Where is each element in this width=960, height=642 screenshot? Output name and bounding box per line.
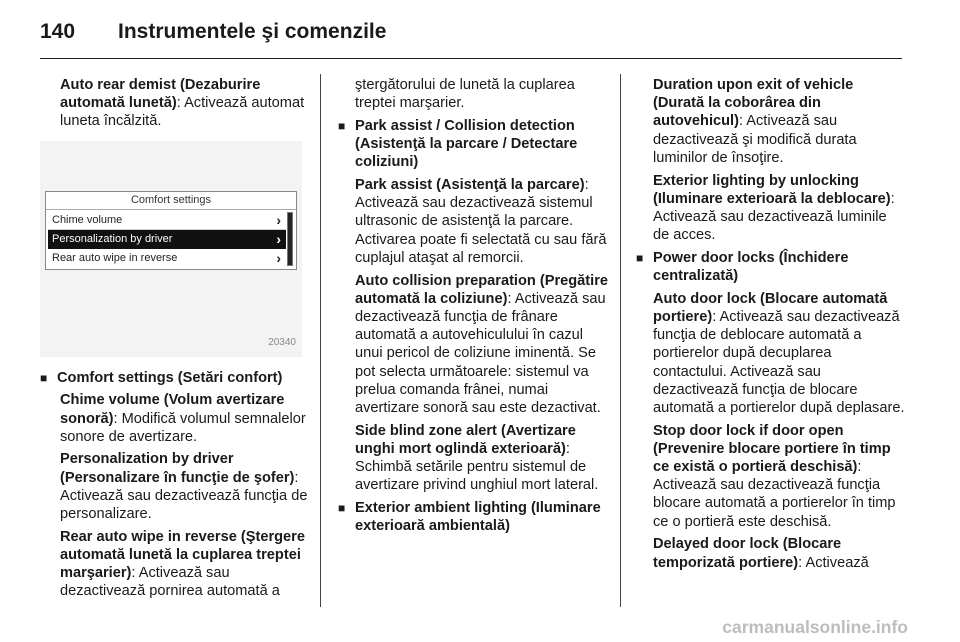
bullet-title: Comfort settings (Setări confort) (57, 369, 283, 386)
screen-title: Comfort settings (46, 192, 296, 210)
menu-row-label: Rear auto wipe in reverse (52, 251, 178, 264)
chevron-right-icon: › (276, 249, 281, 266)
item-paragraph (338, 272, 608, 418)
item-title: Personalization by driver (Personalizare în funcţie de şofer) (60, 451, 295, 486)
item-paragraph (636, 172, 906, 245)
item-title: Duration upon exit of vehicle (Durată la coborârea din autovehicul) (653, 77, 854, 130)
page-header (40, 20, 386, 48)
bullet-square-icon: ■ (338, 500, 346, 515)
display-screen (45, 191, 297, 270)
bullet-title: Park assist / Collision detection (Asistenţă la parcare / Detectare coliziuni) (355, 117, 578, 171)
header-rule (40, 58, 902, 59)
item-text: : Schimbă setările pentru sistemul de avertizare privind unghiul mort lateral. (355, 440, 599, 494)
column-divider-1 (320, 74, 321, 607)
figure-number: 20340 (268, 337, 296, 349)
item-title: Auto collision preparation (Pregătire automată la coliziune) (355, 272, 608, 307)
item-paragraph (338, 422, 608, 495)
item-title: Side blind zone alert (Avertizare unghi mort oglindă exterioară) (355, 422, 576, 457)
page-number: 140 (40, 20, 76, 43)
bullet-comfort-settings (40, 369, 314, 387)
bullet-park-assist (338, 117, 608, 172)
item-title: Rear auto wipe in reverse (Ştergere automată lunetă la cuplarea treptei marşarier) (60, 528, 305, 582)
item-paragraph (636, 535, 906, 571)
chevron-right-icon: › (276, 211, 281, 228)
chapter-title: Instrumentele şi comenzile (118, 20, 387, 43)
item-text: : Activează (798, 554, 869, 571)
watermark: carmanualsonline.info (722, 617, 908, 637)
item-text: : Activează sau dezactivează funcţia blocare automată a portierelor în timp ce o portieră este deschisă. (653, 459, 896, 530)
item-text: : Modifică volumul semnalelor sonore de avertizare. (60, 410, 306, 445)
intro-paragraph (60, 76, 314, 131)
item-paragraph (636, 290, 906, 417)
menu-row-personalization (48, 230, 286, 249)
item-text: : Activează sau dezactivează sistemul ultrasonic de asistenţă la parcare. Activarea poate fi selectată cu sau fără cuplajul ataşat al remorcii. (355, 177, 607, 266)
menu-row-label: Chime volume (52, 213, 123, 226)
item-paragraph (60, 450, 314, 523)
item-title: Auto door lock (Blocare automată portiere) (653, 290, 888, 325)
bullet-exterior-ambient-lighting (338, 499, 608, 535)
item-text: : Activează sau dezactivează pornirea automată a (60, 565, 280, 600)
chevron-right-icon: › (276, 230, 281, 247)
menu-row-chime-volume (48, 211, 286, 230)
item-text: : Activează sau dezactivează funcţia de frânare automată a autovehiculului în cazul unui pericol de coliziune iminentă. Se pot selecta următoarele: sistemul va prelua comanda frânei, numai avertizare sonoră sau este dezactivat. (355, 290, 606, 416)
column-1 (40, 76, 314, 605)
item-paragraph (636, 422, 906, 531)
menu-row-rear-auto-wipe (48, 249, 286, 268)
menu-row-label: Personalization by driver (52, 232, 173, 245)
intro-title: Auto rear demist (Dezaburire automată lunetă) (60, 77, 261, 112)
item-paragraph (60, 528, 314, 601)
intro-text: : Activează automat luneta încălzită. (60, 95, 305, 130)
continued-paragraph: ştergătorului de lunetă la cuplarea treptei marşarier. (355, 77, 575, 112)
column-3 (636, 76, 906, 576)
item-paragraph (60, 391, 314, 446)
item-title: Chime volume (Volum avertizare sonoră) (60, 392, 285, 427)
item-title: Stop door lock if door open (Prevenire blocare portiere în timp ce există o portieră deschisă) (653, 422, 891, 476)
scrollbar (287, 212, 293, 266)
item-text: : Activează sau dezactivează funcţia de deblocare automată a portierelor după decuplarea contactului. Activează sau dezactivează funcţia de blocare automată a portierelor după deplasare. (653, 308, 905, 416)
bullet-square-icon: ■ (40, 370, 48, 385)
item-title: Park assist (Asistenţă la parcare) (355, 177, 585, 194)
bullet-title: Exterior ambient lighting (Iluminare exterioară ambientală) (355, 499, 601, 535)
bullet-square-icon: ■ (636, 250, 644, 265)
item-title: Delayed door lock (Blocare temporizată portiere) (653, 536, 842, 571)
bullet-title: Power door locks (Închidere centralizată) (653, 249, 849, 285)
item-text: : Activează sau dezactivează luminile de acces. (653, 190, 895, 244)
item-paragraph (338, 176, 608, 267)
column-2 (338, 76, 608, 540)
bullet-square-icon: ■ (338, 118, 346, 133)
item-paragraph (636, 76, 906, 167)
bullet-power-door-locks (636, 249, 906, 285)
scroll-thumb (288, 213, 292, 265)
column-divider-2 (620, 74, 621, 607)
item-text: : Activează sau dezactivează şi modifică durata luminilor de însoţire. (653, 113, 857, 166)
item-title: Exterior lighting by unlocking (Iluminare exterioară la deblocare) (653, 172, 891, 207)
comfort-settings-figure (40, 141, 302, 357)
item-text: : Activează sau dezactivează funcţia de personalizare. (60, 469, 308, 523)
